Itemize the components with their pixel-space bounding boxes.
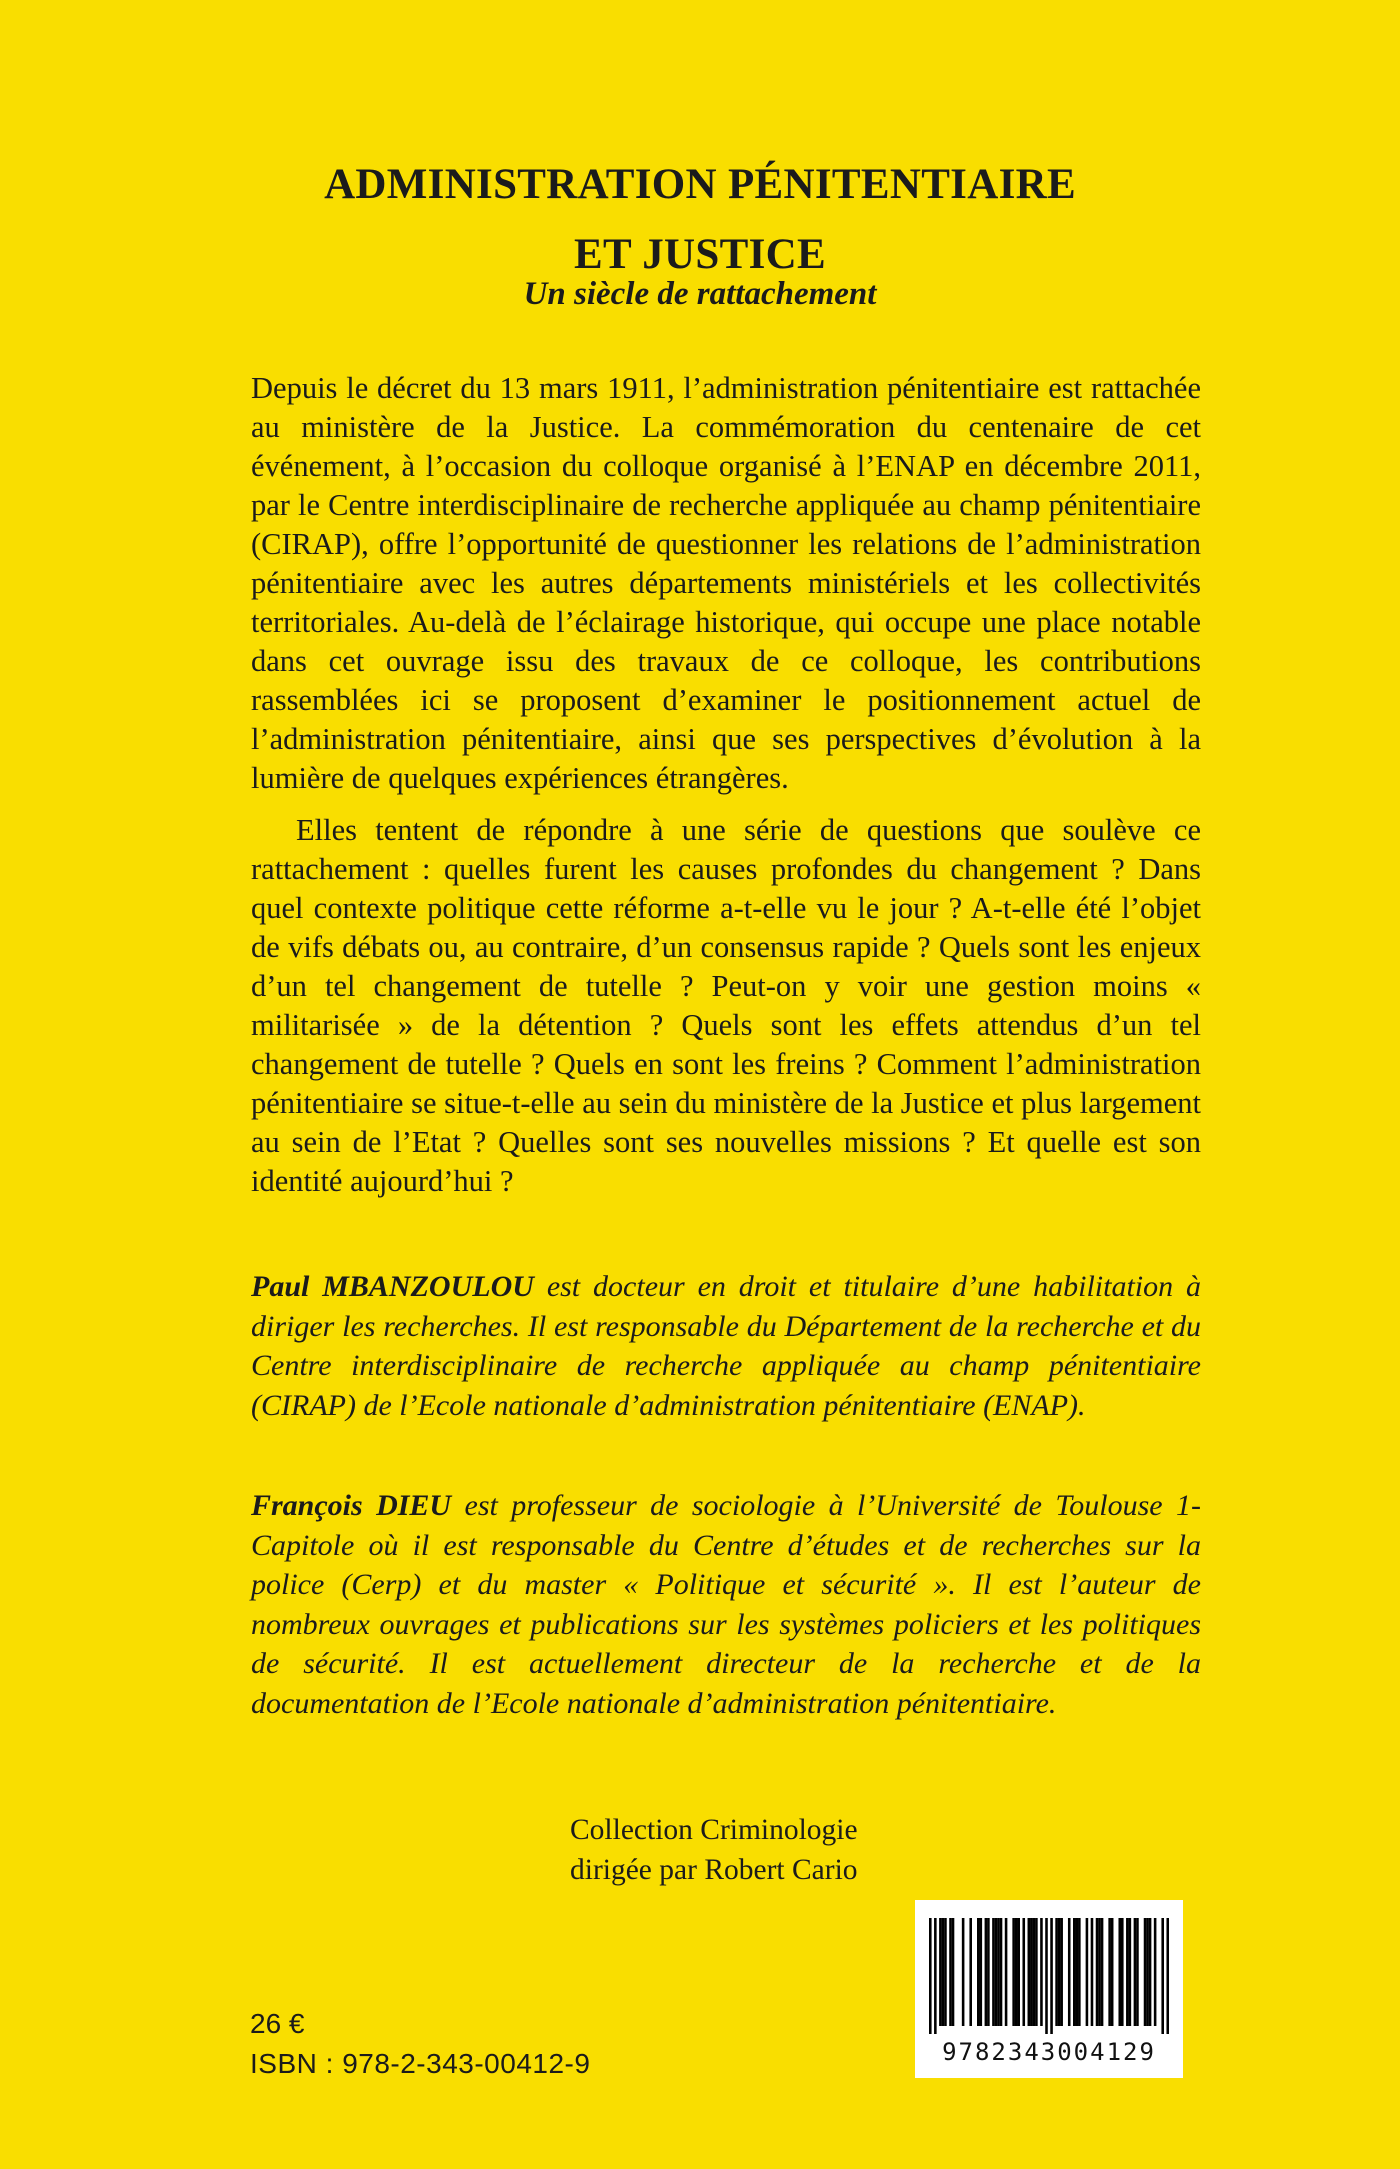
barcode-bar [980,1918,983,2026]
barcode-bar [1012,1918,1015,2026]
book-title-line-1: ADMINISTRATION PÉNITENTIAIRE [324,161,1076,208]
barcode-bar [929,1918,932,2034]
barcode-bar [939,1918,942,2026]
barcode-bar [1121,1918,1124,2026]
barcode-bar [1096,1918,1099,2026]
barcode-bar [1126,1918,1129,2026]
book-title [0,150,1400,290]
barcode-bar [995,1918,998,2026]
collection-info [570,1810,858,1890]
barcode-bar [969,1918,972,2026]
barcode-bar [1086,1918,1089,2026]
barcode-bar [1098,1918,1101,2026]
collection-director: dirigée par Robert Cario [570,1854,858,1886]
barcode-bar [1161,1918,1164,2034]
isbn: ISBN : 978-2-343-00412-9 [250,2048,591,2079]
barcode-bar [1033,1918,1036,2026]
barcode-bar [997,1918,1000,2026]
collection-name: Collection Criminologie [570,1814,858,1846]
barcode-bar [1146,1918,1149,2026]
barcode-bar [1022,1918,1025,2026]
author-name-2: François DIEU [251,1489,452,1522]
barcode-bar [985,1918,988,2026]
barcode-bar [1144,1918,1147,2026]
barcode-bar [1076,1918,1079,2026]
author-bio-text-1: est docteur en droit et titulaire d’une habilitation à diriger les recherches. Il est responsable du Département de la recherche et du Centre interdisciplinaire de recherche appliquée au champ pénitentiaire (CIRAP) de l’Ecole nationale d’administration pénitentiaire (ENAP). [251,1270,1202,1422]
barcode-bar [987,1918,990,2026]
barcode-bar [1108,1918,1111,2026]
barcode-bar [1166,1918,1169,2034]
barcode-bar [1134,1918,1137,2026]
barcode-bar [934,1918,937,2034]
description-paragraph-1 [251,369,1201,798]
barcode-digits: 9782343004129 [942,2038,1156,2066]
barcode-bar [944,1918,947,2026]
author-bio-text-2: est professeur de sociologie à l’Université de Toulouse 1-Capitole où il est responsable du Centre d’études et de recherches sur la police (Cerp) et du master « Politique et sécurité ». Il est l’auteur de nombreux ouvrages et publications sur les systèmes policiers et les politiques de sécurité. Il est actuellement directeur de la recherche et de la documentation de l’Ecole nationale d’administration pénitentiaire. [251,1489,1201,1720]
book-subtitle: Un siècle de rattachement [523,276,877,312]
book-title-line-2: ET JUSTICE [574,231,826,278]
barcode-bar [962,1918,965,2026]
barcode-bar [1040,1918,1043,2026]
barcode-bar [1078,1918,1081,2026]
barcode-bar [1060,1918,1063,2026]
barcode-bar [1091,1918,1094,2026]
barcode-bars [929,1918,1169,2034]
barcode-bar [1073,1918,1076,2026]
barcode-bar [1017,1918,1020,2026]
barcode-bar [1154,1918,1157,2026]
barcode-bar [1129,1918,1132,2026]
barcode-bar [952,1918,955,2026]
description-paragraph-2 [251,811,1201,1201]
barcode-bar [1055,1918,1058,2026]
barcode-bar [1045,1918,1048,2034]
barcode-bar [1028,1918,1031,2026]
barcode-bar [1035,1918,1038,2026]
barcode-bar [1005,1918,1008,2026]
barcode-bar [1058,1918,1061,2026]
barcode-bar [942,1918,945,2026]
barcode-bar [1149,1918,1152,2026]
barcode-bar [992,1918,995,2026]
description-paragraph-2-text: Elles tentent de répondre à une série de questions que soulève ce rattachement : quelles furent les causes profondes du changement ? Dans quel contexte politique cette réforme a-t-elle vu le jour ? A-t-elle été l’objet de vifs débats ou, au contraire, d’un consensus rapide ? Quels sont les enjeux d’un tel changement de tutelle ? Peut-on y voir une gestion moins « militarisée » de la détention ? Quels sont les effets attendus d’un tel changement de tutelle ? Quels en sont les freins ? Comment l’administration pénitentiaire se situe-t-elle au sein du ministère de la Justice et plus largement au sein de l’Etat ? Quelles sont ses nouvelles missions ? Et quelle est son identité aujourd’hui ? [251,813,1201,1198]
author-bio-1 [251,1267,1201,1425]
barcode-bar [1030,1918,1033,2026]
barcode-bar [1136,1918,1139,2026]
barcode [915,1900,1183,2078]
barcode-bar [1118,1918,1121,2026]
barcode-bar [949,1918,952,2026]
barcode-bar [977,1918,980,2026]
barcode-bar [1000,1918,1003,2026]
author-name-1: Paul MBANZOULOU [251,1270,534,1303]
barcode-bar [1068,1918,1071,2026]
barcode-bar [1101,1918,1104,2026]
price: 26 € [250,2008,305,2039]
barcode-bar [1111,1918,1114,2026]
description-paragraph-1-text: Depuis le décret du 13 mars 1911, l’administration pénitentiaire est rattachée au ministère de la Justice. La commémoration du centenaire de cet événement, à l’occasion du colloque organisé à l’ENAP en décembre 2011, par le Centre interdisciplinaire de recherche appliquée au champ pénitentiaire (CIRAP), offre l’opportunité de questionner les relations de l’administration pénitentiaire avec les autres départements ministériels et les collectivités territoriales. Au-delà de l’éclairage historique, qui occupe une place notable dans cet ouvrage issu des travaux de ce colloque, les contributions rassemblées ici se proposent d’examiner le positionnement actuel de l’administration pénitentiaire, ainsi que ses perspectives d’évolution à la lumière de quelques expériences étrangères. [251,371,1201,795]
barcode-bar [1050,1918,1053,2034]
barcode-bar [1015,1918,1018,2026]
author-bio-2 [251,1486,1201,1723]
